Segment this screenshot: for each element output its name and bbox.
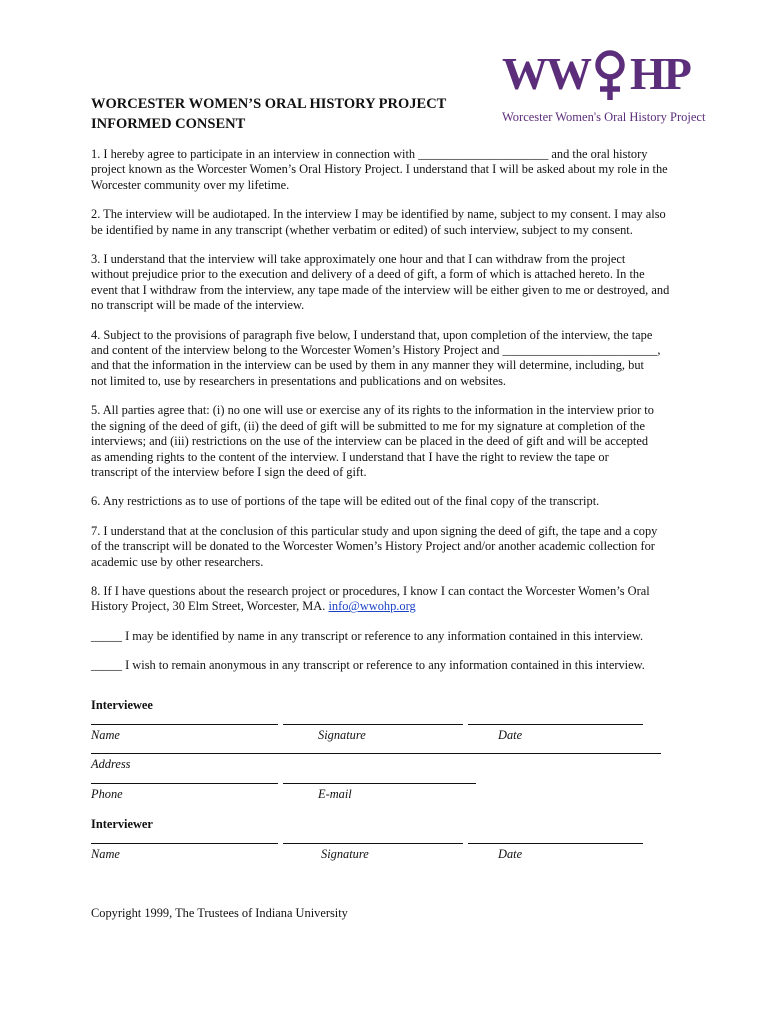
paragraph-6 (91, 494, 687, 509)
paragraph-line: 7. I understand that at the conclusion of this particular study and upon signing the deed of gift, the tape and a copy (91, 523, 658, 538)
interviewee-email-line[interactable] (283, 783, 476, 784)
logo-tagline: Worcester Women's Oral History Project (502, 110, 706, 124)
paragraph-line: be identified by name in any transcript (whether verbatim or edited) of such interview, subject to my consent. (91, 222, 633, 237)
title-line-2: INFORMED CONSENT (91, 116, 246, 132)
consent-body (91, 147, 687, 688)
paragraph-line: as amending rights to the content of the interview. I understand that I have the right to review the tape or (91, 449, 609, 464)
interviewee-date-label: Date (498, 728, 523, 742)
interviewee-address-line[interactable] (91, 753, 661, 754)
paragraph-line: interviews; and (iii) restrictions on the use of the interview can be placed in the deed of gift and will be accepted (91, 434, 649, 449)
option-anonymous-text: _____ I wish to remain anonymous in any transcript or reference to any information contained in this interview. (91, 658, 645, 673)
interviewee-name-label: Name (91, 728, 120, 742)
interviewee-phone-line[interactable] (91, 783, 278, 784)
contact-address: History Project, 30 Elm Street, Worcester, MA. (91, 599, 329, 614)
interviewee-phone-label: Phone (91, 787, 123, 801)
paragraph-line: 8. If I have questions about the research project or procedures, I know I can contact the Worcester Women’s Oral (91, 583, 650, 598)
paragraph-1 (91, 147, 687, 193)
paragraph-line: without prejudice prior to the execution and delivery of a deed of gift, a form of which is attached hereto. In the (91, 267, 645, 282)
paragraph-3 (91, 252, 687, 314)
wwohp-logo (500, 44, 706, 128)
paragraph-line: and that the information in the interview can be used by them in any manner they will determine, including, but (91, 358, 644, 373)
interviewer-date-line[interactable] (468, 843, 643, 844)
interviewer-heading: Interviewer (91, 817, 153, 831)
copyright-notice: Copyright 1999, The Trustees of Indiana University (91, 906, 348, 920)
paragraph-4 (91, 328, 687, 390)
interviewee-email-label: E-mail (318, 787, 352, 801)
interviewer-signature-line[interactable] (283, 843, 463, 844)
paragraph-line: 3. I understand that the interview will take approximately one hour and that I can withdraw from the project (91, 252, 626, 267)
interviewer-name-line[interactable] (91, 843, 278, 844)
paragraph-7 (91, 524, 687, 570)
venus-symbol-icon (590, 44, 630, 104)
paragraph-line: event that I withdraw from the interview, any tape made of the interview will be either given to me or destroyed, and (91, 282, 670, 297)
interviewee-address-label: Address (91, 757, 131, 771)
option-anonymous (91, 658, 687, 673)
paragraph-line (91, 599, 687, 614)
title-line-1: WORCESTER WOMEN’S ORAL HISTORY PROJECT (91, 96, 447, 112)
contact-email-link[interactable]: info@wwohp.org (328, 599, 416, 614)
interviewer-date-label: Date (498, 847, 523, 861)
paragraph-line: and content of the interview belong to the Worcester Women’s History Project and _________________________, (91, 343, 661, 358)
paragraph-line: Worcester community over my lifetime. (91, 177, 290, 192)
paragraph-line: not limited to, use by researchers in presentations and publications and on websites. (91, 373, 506, 388)
paragraph-line: 2. The interview will be audiotaped. In the interview I may be identified by name, subject to my consent. I may also (91, 207, 666, 222)
option-identified-text: _____ I may be identified by name in any transcript or reference to any information contained in this interview. (91, 628, 644, 643)
interviewer-name-label: Name (91, 847, 120, 861)
paragraph-2 (91, 207, 687, 238)
interviewee-signature-label: Signature (318, 728, 366, 742)
page-title (91, 94, 511, 134)
option-identified (91, 629, 687, 644)
logo-letters-left: WW (502, 48, 590, 99)
interviewee-name-line[interactable] (91, 724, 278, 725)
paragraph-5 (91, 403, 687, 480)
paragraph-line: 1. I hereby agree to participate in an interview in connection with _____________________ and the oral history (91, 147, 648, 161)
paragraph-line: 5. All parties agree that: (i) no one will use or exercise any of its rights to the information in the interview prior to (91, 403, 654, 418)
interviewee-date-line[interactable] (468, 724, 643, 725)
paragraph-line: project known as the Worcester Women’s Oral History Project. I understand that I will be asked about my role in the (91, 162, 668, 177)
paragraph-line: academic use by other researchers. (91, 554, 264, 569)
logo-letters-right: HP (630, 48, 690, 99)
interviewee-signature-line[interactable] (283, 724, 463, 725)
paragraph-line: transcript of the interview before I sign the deed of gift. (91, 464, 367, 479)
interviewee-heading: Interviewee (91, 698, 153, 712)
paragraph-8 (91, 584, 687, 615)
paragraph-line: 4. Subject to the provisions of paragraph five below, I understand that, upon completion of the interview, the tape (91, 327, 653, 342)
paragraph-line: of the transcript will be donated to the Worcester Women’s History Project and/or another academic collection for (91, 539, 655, 554)
interviewer-signature-label: Signature (321, 847, 369, 861)
logo-wordmark (502, 44, 690, 104)
paragraph-line: the signing of the deed of gift, (ii) the deed of gift will be submitted to me for my signature at completion of the (91, 418, 646, 433)
paragraph-line: 6. Any restrictions as to use of portions of the tape will be edited out of the final copy of the transcript. (91, 494, 600, 509)
paragraph-line: no transcript will be made of the interview. (91, 298, 305, 313)
